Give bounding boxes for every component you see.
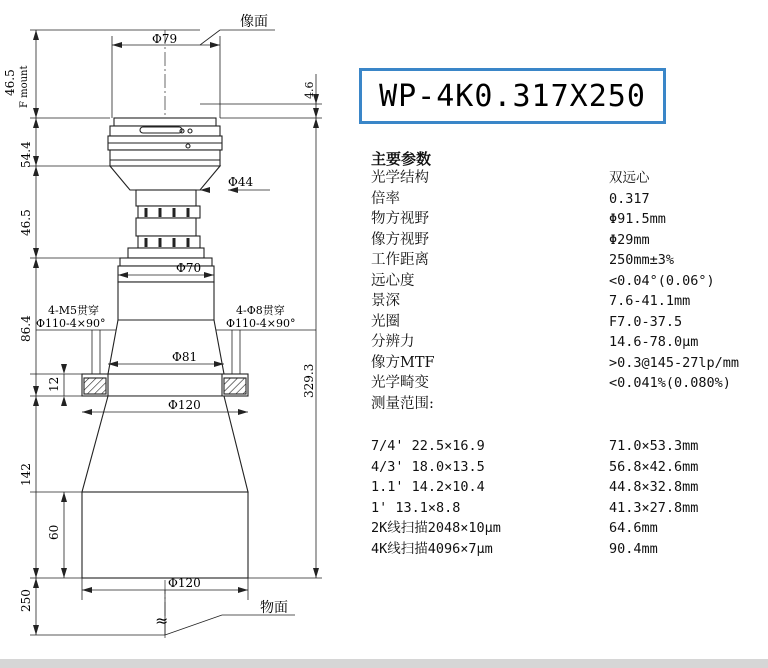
spec-label: 分辨力 xyxy=(371,334,415,350)
bottom-divider xyxy=(0,659,768,668)
spec-row xyxy=(371,209,766,230)
spec-row xyxy=(371,312,766,333)
range-field: 41.3×27.8mm xyxy=(609,499,699,516)
spec-row xyxy=(371,250,766,271)
break-mark: ≈ xyxy=(155,611,169,630)
dim-12: 12 xyxy=(47,376,61,392)
spec-label: 远心度 xyxy=(371,272,415,289)
range-sensor xyxy=(371,498,460,519)
spec-row xyxy=(371,291,766,312)
spec-rows xyxy=(371,168,766,394)
dim-f-mount: F mount xyxy=(19,65,30,108)
spec-row xyxy=(371,332,766,353)
object-plane-label: 物面 xyxy=(260,600,288,616)
range-row xyxy=(371,477,766,498)
range-row xyxy=(371,436,766,457)
spec-row xyxy=(371,353,766,374)
dim-46-5-top: 46.5 xyxy=(3,69,17,96)
range-row xyxy=(371,498,766,519)
spec-value: >0.3@145-27lp/mm xyxy=(609,354,740,371)
spec-value: 250mm±3% xyxy=(609,252,675,268)
spec-value: 0.317 xyxy=(609,190,650,207)
spec-value: F7.0-37.5 xyxy=(609,313,683,330)
spec-label: 景深 xyxy=(371,293,400,309)
dim-d44: Φ44 xyxy=(228,175,254,189)
range-field: 71.0×53.3mm xyxy=(609,438,699,454)
dim-60: 60 xyxy=(47,524,61,540)
range-sensor-size: 18.0×13.5 xyxy=(411,458,485,475)
model-title-box xyxy=(359,68,666,124)
spec-label: 工作距离 xyxy=(371,252,429,268)
range-field: 56.8×42.6mm xyxy=(609,458,699,475)
spec-label: 光学结构 xyxy=(371,170,429,186)
range-sensor xyxy=(371,436,485,457)
dim-142: 142 xyxy=(19,463,33,486)
range-field: 64.6mm xyxy=(609,520,658,536)
spec-value: 14.6-78.0μm xyxy=(609,334,699,350)
dim-329-3: 329.3 xyxy=(302,363,316,398)
spec-label: 像方MTF xyxy=(371,354,435,371)
range-row xyxy=(371,518,766,539)
dim-d120-mid: Φ120 xyxy=(168,398,201,412)
lens-body xyxy=(82,118,248,578)
range-sensor xyxy=(371,518,501,539)
range-sensor-size: 2048×10μm xyxy=(427,520,501,536)
spec-value: Φ91.5mm xyxy=(609,211,666,227)
range-sensor-format: 4K线扫描 xyxy=(371,540,428,557)
hole-right-line2: Φ110-4×90° xyxy=(226,317,296,330)
range-sensor xyxy=(371,457,485,478)
spec-row xyxy=(371,168,766,189)
spec-value: Φ29mm xyxy=(609,231,650,248)
spec-label: 倍率 xyxy=(371,190,400,207)
hole-left-line1: 4-M5贯穿 xyxy=(48,304,99,317)
spec-label: 光学畸变 xyxy=(371,375,429,391)
range-sensor-format: 4/3' xyxy=(371,458,404,475)
dim-d79: Φ79 xyxy=(152,32,178,46)
range-row xyxy=(371,539,766,560)
dim-86-4: 86.4 xyxy=(19,315,33,342)
image-plane-label: 像面 xyxy=(240,14,268,30)
range-field: 90.4mm xyxy=(609,540,658,557)
hole-left-line2: Φ110-4×90° xyxy=(36,317,106,330)
dim-4-6: 4.6 xyxy=(303,81,316,99)
range-field: 44.8×32.8mm xyxy=(609,479,699,495)
range-sensor xyxy=(371,539,493,560)
range-sensor xyxy=(371,477,485,498)
range-sensor-size: 13.1×8.8 xyxy=(395,499,461,516)
range-sensor-format: 1' xyxy=(371,499,388,516)
dim-d81: Φ81 xyxy=(172,350,198,364)
model-title: WP-4K0.317X250 xyxy=(379,78,646,114)
range-title: 测量范围: xyxy=(371,395,434,412)
range-sensor-format: 1.1' xyxy=(371,479,404,495)
spec-value: <0.041%(0.080%) xyxy=(609,375,731,391)
range-sensor-format: 7/4' xyxy=(371,438,404,454)
spec-row xyxy=(371,271,766,292)
range-sensor-size: 14.2×10.4 xyxy=(411,479,485,495)
dim-d120-bottom: Φ120 xyxy=(168,576,201,590)
range-sensor-size: 22.5×16.9 xyxy=(411,438,485,454)
dim-250: 250 xyxy=(19,589,33,612)
spec-heading: 主要参数 xyxy=(371,150,432,168)
dim-46-5: 46.5 xyxy=(19,209,33,236)
spec-value: 7.6-41.1mm xyxy=(609,293,691,309)
spec-label: 像方视野 xyxy=(371,231,429,248)
spec-row xyxy=(371,189,766,210)
spec-panel xyxy=(371,150,766,559)
spec-label: 光圈 xyxy=(371,313,400,330)
hole-right-line1: 4-Φ8贯穿 xyxy=(236,304,285,317)
range-sensor-format: 2K线扫描 xyxy=(371,520,428,536)
range-sensor-size: 4096×7μm xyxy=(427,540,493,557)
spec-value: <0.04°(0.06°) xyxy=(609,272,715,289)
spec-row xyxy=(371,230,766,251)
spec-row xyxy=(371,373,766,394)
spec-value: 双远心 xyxy=(609,170,650,186)
dim-d70: Φ70 xyxy=(176,261,202,275)
range-row xyxy=(371,457,766,478)
measurement-ranges xyxy=(371,436,766,559)
dim-54-4: 54.4 xyxy=(19,141,33,168)
spec-label: 物方视野 xyxy=(371,211,429,227)
